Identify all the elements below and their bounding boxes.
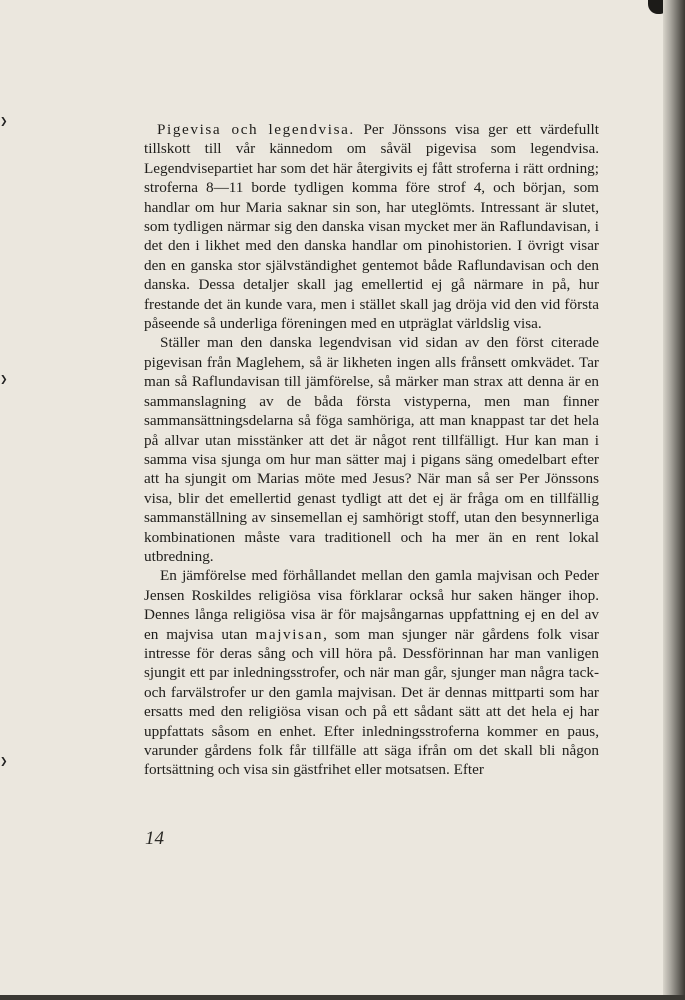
binding-notch: ❯ [0,757,8,767]
paragraph [144,333,599,566]
emphasized-word: majvisan [255,625,324,643]
page-bottom-edge [0,995,685,1000]
paragraph [144,566,599,779]
paragraph-text: Per Jönssons visa ger ett värdefullt tillskott till vår kännedom om såväl pigevisa som legendvisa. Legendvisepartiet har som det här återgivits ej fått stroferna i rätt ordning; stroferna 8—11 borde tydligen komma före strof 4, och början, som handlar om hur Maria saknar sin son, har uteglömts. Intressant är slutet, som tydligen närmar sig den danska visan mycket mer än Raflundavisan, i det den i likhet med den danska handlar om pinohistorien. I övrigt visar den en ganska stor självständighet gentemot både Raflundavisan och den danska. Dessa detaljer skall jag emellertid ej gå närmare in på, hur frestande det än kunde vara, men i stället skall jag dröja vid den vid första påseende så underliga föreningen med en utpräglat världslig visa. [144,121,599,333]
paragraph-text: , som man sjunger när gårdens folk visar intresse för deras sång och vill höra på. Dessförinnan har man vanligen sjungit ett par inledningsstrofer, och när man går, sjunger man några tack- och farvälstrofer ur den gamla majvisan. Det är dennas mittparti som har ersatts med den religiösa visan och på ett sådant sätt att det hela ej har uppfattats såsom en enhet. Efter inledningsstroferna kommer en paus, varunder gårdens folk får tillfälle att säga ifrån om det skall bli någon fortsättning och visa sin gästfrihet eller motsatsen. Efter [144,625,599,779]
body-text [144,120,599,780]
section-heading-inline: Pigevisa och legendvisa. [157,121,355,138]
paragraph-text: Ställer man den danska legendvisan vid sidan av den först citerade pigevisan från Maglehem, så är likheten ingen alls frånsett omkvädet. Tar man så Raflundavisan till jämförelse, så märker man strax att denna är en sammanslagning av de båda första vistyperna, men man finner sammansättningsdelarna så föga samhöriga, att man knappast tar det hela på allvar utan misstänker att det är något rent tillfälligt. Hur kan man i samma visa sjunga om hur man sätter maj i pigans säng omedelbart efter att ha sjungit om Marias möte med Jesus? När man så ser Per Jönssons visa, blir det emellertid genast tydligt att det ej är fråga om en tillfällig sammanställning av sinsemellan ej samhörigt stoff, utan den besynnerliga kombinationen måste vara traditionell och ha mer än en rent lokal utbredning. [144,334,599,565]
page-edge-shadow [663,0,685,1000]
page-number: 14 [145,828,164,849]
binding-notch: ❯ [0,375,8,385]
paragraph [144,120,599,333]
paragraph-text: En jämförelse med förhållandet mellan den gamla majvisan och Peder Jensen Roskildes religiösa visa förklarar också hur saken hänger ihop. Dennes långa religiösa visa är för majsångarnas uppfattning ej en del av en majvisa utan [144,567,599,643]
binding-notch: ❯ [0,117,8,127]
